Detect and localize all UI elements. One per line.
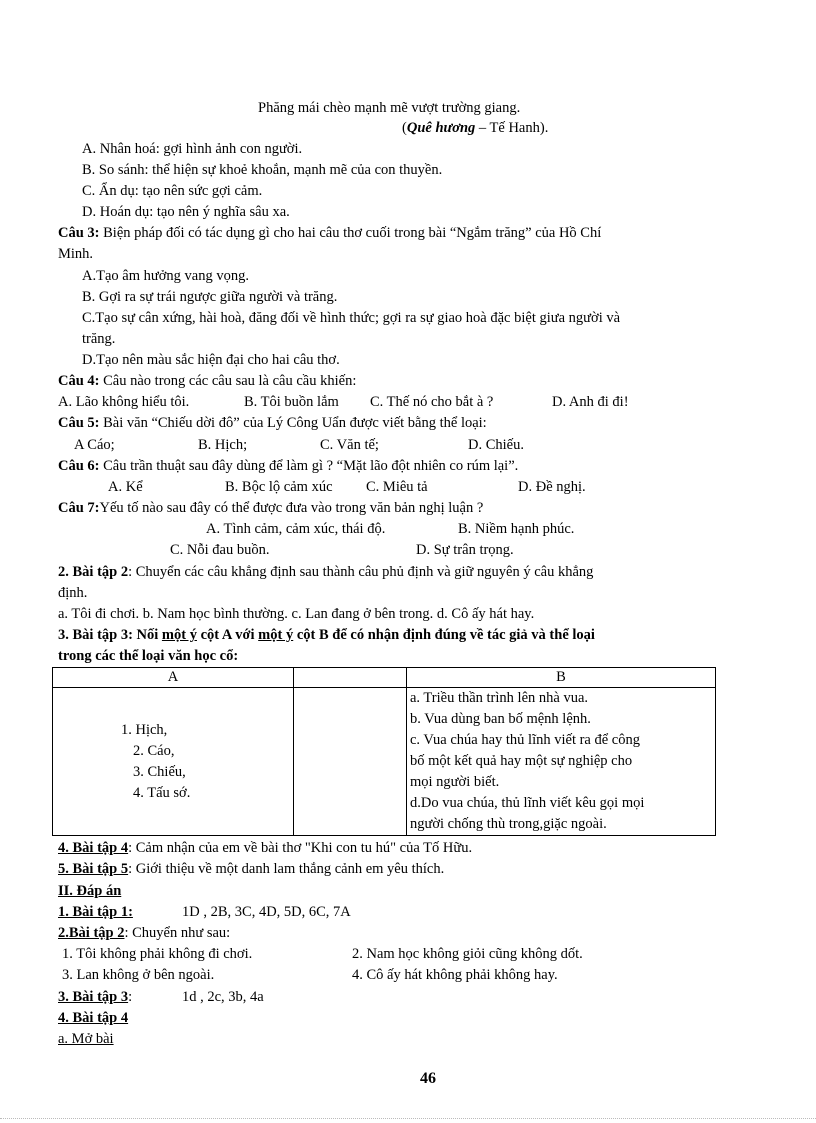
answer-1-label: 1. Bài tập 1: — [58, 904, 133, 920]
q5-option-d: D. Chiếu. — [468, 437, 524, 453]
col-b-item-d: d.Do vua chúa, thủ lĩnh viết kêu gọi mọi — [410, 795, 645, 811]
answer-3-colon: : — [128, 989, 133, 1005]
q7-question — [58, 498, 483, 518]
exercise-2-label: 2. Bài tập 2 — [58, 564, 129, 580]
q2-option-a: A. Nhân hoá: gợi hình ảnh con người. — [82, 141, 303, 157]
q5-label: Câu 5: — [58, 415, 100, 431]
poem-line: Phăng mái chèo mạnh mẽ vượt trường giang. — [258, 100, 521, 116]
col-a-item-3: 3. Chiếu, — [133, 764, 186, 780]
source-rest: – Tế Hanh). — [475, 120, 549, 136]
exercise-3-underline2: một ý — [258, 627, 294, 643]
col-a-item-1: 1. Hịch, — [121, 722, 168, 738]
table-middle-cell — [294, 688, 407, 836]
exercise-5 — [58, 859, 444, 879]
q4-option-b: B. Tôi buồn lắm — [244, 394, 339, 410]
exercise-5-text: : Giới thiệu về một danh lam thắng cảnh em yêu thích. — [128, 861, 445, 877]
answer-2-item-2: 2. Nam học không giỏi cũng không dốt. — [352, 946, 583, 962]
table-col-b-cell — [407, 688, 716, 836]
q7-label: Câu 7: — [58, 500, 100, 516]
source-title: Quê hương — [406, 120, 476, 136]
col-a-item-4: 4. Tấu sớ. — [133, 785, 191, 801]
q3-question — [58, 223, 601, 243]
q7-option-d: D. Sự trân trọng. — [416, 542, 514, 558]
table-col-a-cell — [53, 688, 294, 836]
q5-text: Bài văn “Chiếu dời đô” của Lý Công Uẩn được viết bằng thể loại: — [99, 415, 487, 431]
exercise-4-label: 4. Bài tập 4 — [58, 840, 129, 856]
exercise-2-items: a. Tôi đi chơi. b. Nam học bình thường. c. Lan đang ở bên trong. d. Cô ấy hát hay. — [58, 606, 535, 622]
q3-text: Biện pháp đối có tác dụng gì cho hai câu thơ cuối trong bài “Ngắm trăng” của Hồ Chí — [99, 225, 602, 241]
exercise-3-part2: cột A với — [196, 627, 259, 643]
q5-question — [58, 413, 487, 433]
q5-option-a: A Cáo; — [74, 437, 115, 453]
q4-option-a: A. Lão không hiểu tôi. — [58, 394, 190, 410]
q3-option-d: D.Tạo nên màu sắc hiện đại cho hai câu thơ. — [82, 352, 340, 368]
page-number: 46 — [420, 1070, 436, 1087]
col-b-item-a: a. Triều thần trình lên nhà vua. — [410, 690, 589, 706]
exercise-3-part1: 3. Bài tập 3: Nối — [58, 627, 162, 643]
exercise-4-text: : Cảm nhận của em về bài thơ "Khi con tu hú" của Tố Hữu. — [128, 840, 473, 856]
answer-2-label: 2.Bài tập 2 — [58, 925, 125, 941]
table-header-b: B — [407, 668, 716, 688]
answer-1-text: 1D , 2B, 3C, 4D, 5D, 6C, 7A — [182, 904, 351, 920]
q6-text: Câu trần thuật sau đây dùng để làm gì ? “Mặt lão đột nhiên co rúm lại”. — [99, 458, 519, 474]
poem-source — [402, 118, 548, 138]
q3-label: Câu 3: — [58, 225, 100, 241]
q6-option-d: D. Đề nghị. — [518, 479, 586, 495]
source-open: ( — [402, 120, 407, 136]
q5-option-c: C. Văn tế; — [320, 437, 379, 453]
q6-label: Câu 6: — [58, 458, 100, 474]
answer-2-item-3: 3. Lan không ở bên ngoài. — [62, 967, 215, 983]
exercise-5-label: 5. Bài tập 5 — [58, 861, 129, 877]
page-bottom-divider — [0, 1118, 816, 1119]
answer-3-label: 3. Bài tập 3 — [58, 989, 129, 1005]
q3-option-b: B. Gợi ra sự trái ngược giữa người và trăng. — [82, 289, 338, 305]
answers-heading: II. Đáp án — [58, 883, 122, 899]
answer-2-text: : Chuyển như sau: — [124, 925, 231, 941]
col-b-item-c-cont2: mọi người biết. — [410, 774, 500, 790]
table-header-a: A — [53, 668, 294, 688]
exercise-2-cont: định. — [58, 585, 88, 601]
col-b-item-c: c. Vua chúa hay thủ lĩnh viết ra để công — [410, 732, 640, 748]
answer-4-subheading: a. Mở bài — [58, 1031, 114, 1047]
exercise-3-heading — [58, 625, 595, 645]
q3-question-cont: Minh. — [58, 246, 94, 262]
q4-question — [58, 371, 356, 391]
q5-option-b: B. Hịch; — [198, 437, 248, 453]
exercise-3-heading-cont: trong các thể loại văn học cổ: — [58, 648, 239, 664]
q3-option-c: C.Tạo sự cân xứng, hài hoà, đăng đối về hình thức; gợi ra sự giao hoà đặc biệt giưa người và — [82, 310, 621, 326]
q2-option-c: C. Ẩn dụ: tạo nên sức gợi cảm. — [82, 183, 263, 199]
q4-option-d: D. Anh đi đi! — [552, 394, 629, 410]
table-header-middle — [294, 668, 407, 688]
answer-2-item-1: 1. Tôi không phải không đi chơi. — [62, 946, 253, 962]
q6-question — [58, 456, 518, 476]
answer-4-label: 4. Bài tập 4 — [58, 1010, 129, 1026]
matching-table — [52, 667, 716, 836]
exercise-4 — [58, 838, 472, 858]
exercise-2 — [58, 562, 593, 582]
col-b-item-d-cont: người chống thù trong,giặc ngoài. — [410, 816, 607, 832]
col-b-item-c-cont1: bố một kết quả hay một sự nghiệp cho — [410, 753, 633, 769]
exercise-3-underline1: một ý — [161, 627, 197, 643]
answer-3 — [58, 987, 132, 1007]
q6-option-c: C. Miêu tả — [366, 479, 428, 495]
exercise-3-part3: cột B để có nhận định đúng về tác giả và thể loại — [293, 627, 595, 643]
q3-option-a: A.Tạo âm hưởng vang vọng. — [82, 268, 249, 284]
q4-text: Câu nào trong các câu sau là câu cầu khiến: — [99, 373, 357, 389]
q4-option-c: C. Thế nó cho bắt à ? — [370, 394, 494, 410]
q7-option-c: C. Nỗi đau buồn. — [170, 542, 270, 558]
answer-2-item-4: 4. Cô ấy hát không phải không hay. — [352, 967, 558, 983]
col-a-item-2: 2. Cáo, — [133, 743, 175, 759]
q2-option-b: B. So sánh: thể hiện sự khoẻ khoắn, mạnh mẽ của con thuyền. — [82, 162, 443, 178]
q7-option-b: B. Niềm hạnh phúc. — [458, 521, 575, 537]
q2-option-d: D. Hoán dụ: tạo nên ý nghĩa sâu xa. — [82, 204, 290, 220]
col-b-item-b: b. Vua dùng ban bố mệnh lệnh. — [410, 711, 591, 727]
q7-option-a: A. Tình cảm, cảm xúc, thái độ. — [206, 521, 386, 537]
q3-option-c-cont: trăng. — [82, 331, 116, 347]
q7-text: Yếu tố nào sau đây có thể được đưa vào trong văn bản nghị luận ? — [99, 500, 484, 516]
q4-label: Câu 4: — [58, 373, 100, 389]
q6-option-a: A. Kể — [108, 479, 143, 495]
exercise-2-text: : Chuyển các câu khẳng định sau thành câu phủ định và giữ nguyên ý câu khẳng — [128, 564, 594, 580]
q6-option-b: B. Bộc lộ cảm xúc — [225, 479, 333, 495]
answer-3-text: 1d , 2c, 3b, 4a — [182, 989, 264, 1005]
answer-2 — [58, 923, 230, 943]
